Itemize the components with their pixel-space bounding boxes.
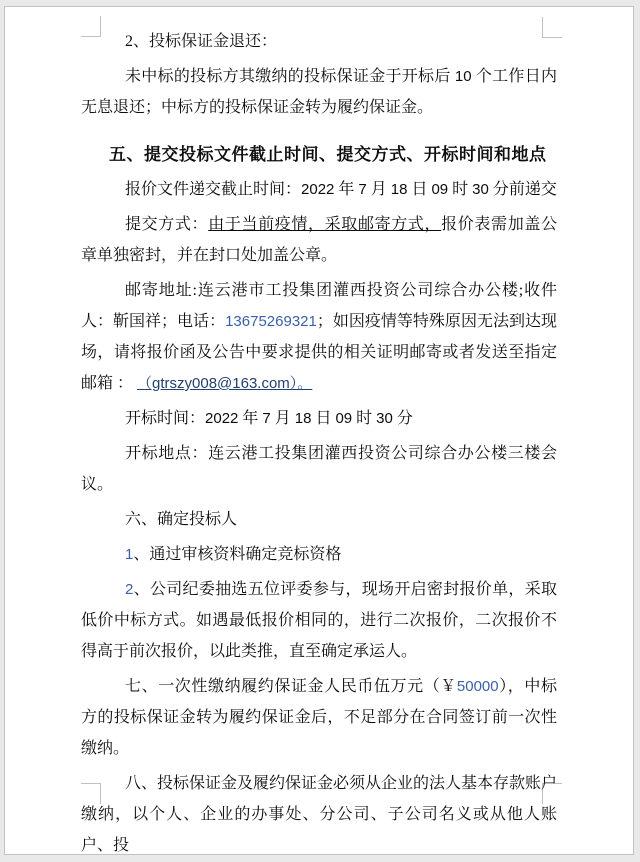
document-text xyxy=(81,26,557,862)
text-run: 七、一次性缴纳履约保证金人民币伍万元（￥ xyxy=(125,678,457,695)
text-run: 2022 xyxy=(301,181,335,198)
text-run: 由于当前疫情，采取邮寄方式， xyxy=(208,216,442,233)
text-run: 个工作日内无息退还；中标方的投标保证金转为履约保证金。 xyxy=(81,68,557,116)
text-run: 报价文件递交截止时间： xyxy=(125,181,302,198)
section-7-performance-bond xyxy=(81,671,557,764)
clause-bid-bond-refund-body xyxy=(81,61,557,123)
mailing-address xyxy=(81,275,557,399)
text-run: 开标地点：连云港工投集团灌西投资公司综合办公楼三楼会议。 xyxy=(81,445,557,493)
deposit-amount: 50000 xyxy=(456,678,499,695)
text-run: 7 xyxy=(358,181,367,198)
clause-bid-bond-refund-title xyxy=(81,26,557,57)
text-run: 日 xyxy=(311,410,336,427)
text-run: 分 xyxy=(392,410,413,427)
text-run: 开标时间： xyxy=(125,410,206,427)
submission-deadline xyxy=(81,174,557,205)
section-5-heading xyxy=(81,139,557,170)
text-run: 30 xyxy=(472,181,489,198)
section-6-heading xyxy=(81,504,557,535)
submission-method xyxy=(81,209,557,271)
bid-opening-time xyxy=(81,403,557,434)
text-run: 2、投标保证金退还： xyxy=(125,33,278,50)
winner-determination-item-2 xyxy=(81,574,557,667)
text-run: 六、确定投标人 xyxy=(125,511,238,528)
section-8-payment-account xyxy=(81,768,557,861)
email-address: （gtrszy008@163.com）。 xyxy=(137,375,313,392)
text-run: 7 xyxy=(262,410,271,427)
text-run: 2 xyxy=(125,581,134,598)
text-run: 09 xyxy=(431,181,449,198)
text-run: 、通过审核资料确定竞标资格 xyxy=(133,546,342,563)
phone-number: 13675269321 xyxy=(225,313,317,330)
text-run: 提交方式： xyxy=(125,216,209,233)
text-run: 30 xyxy=(376,410,393,427)
text-run: 、公司纪委抽选五位评委参与，现场开启密封报价单，采取低价中标方式。如遇最低报价相同的，进行二次报价，二次报价不得高于前次报价，以此类推，直至确定承运人。 xyxy=(81,581,557,660)
text-run: 邮寄地址:连云港市工投集团灌西投资公司综合办公楼;收件人：靳国祥；电话： xyxy=(81,282,557,330)
text-run: 年 xyxy=(334,181,359,198)
text-run: 18 xyxy=(294,410,312,427)
text-run: 月 xyxy=(366,181,391,198)
text-run: 时 xyxy=(352,410,377,427)
text-run: 日 xyxy=(407,181,432,198)
text-run: 年 xyxy=(238,410,263,427)
text-run: 五、提交投标文件截止时间、提交方式、开标时间和地点 xyxy=(109,145,547,164)
text-run: 18 xyxy=(390,181,408,198)
text-run: ；如因疫情等特殊原因无法到达现场，请将报价函及公告中要求提供的相关证明邮寄或者发送至指定邮箱 ： xyxy=(81,313,557,392)
winner-determination-item-1 xyxy=(81,539,557,570)
text-run: 2022 xyxy=(205,410,239,427)
bid-opening-location xyxy=(81,438,557,500)
text-run: 月 xyxy=(270,410,295,427)
text-run: 1 xyxy=(125,546,134,563)
text-run: 09 xyxy=(335,410,353,427)
text-run: 10 xyxy=(454,68,472,85)
text-run: ），中标方的投标保证金转为履约保证金后，不足部分在合同签订前一次性缴纳。 xyxy=(81,678,557,757)
text-run: 时 xyxy=(448,181,473,198)
text-run: 分前递交 xyxy=(488,181,557,198)
text-run: 八、投标保证金及履约保证金必须从企业的法人基本存款账户缴纳，以个人、企业的办事处、分公司、子公司名义或从他人账户、投 xyxy=(81,775,558,854)
text-run: 报价表需加盖公章单独密封，并在封口处加盖公章。 xyxy=(81,216,557,264)
text-run: 未中标的投标方其缴纳的投标保证金于开标后 xyxy=(125,68,455,85)
